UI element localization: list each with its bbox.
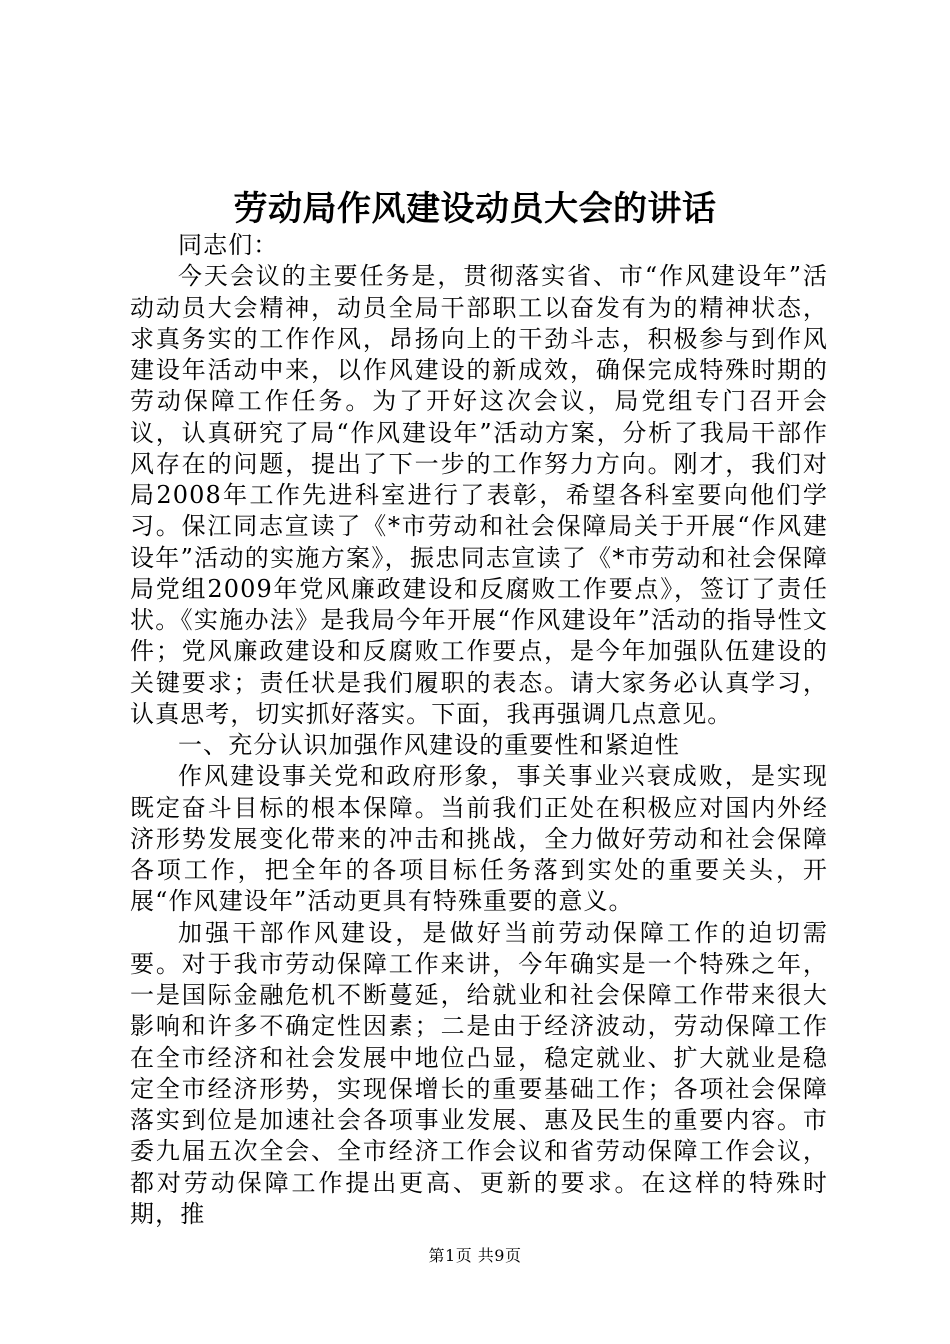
body-paragraph: 作风建设事关党和政府形象，事关事业兴衰成败，是实现既定奋斗目标的根本保障。当前我们正处在积极应对国内外经济形势发展变化带来的冲击和挑战，全力做好劳动和社会保障各项工作，把全年的各项目标任务落到实处的重要关头，开展“作风建设年”活动更具有特殊重要的意义。	[130, 762, 828, 916]
body-paragraph: 加强干部作风建设，是做好当前劳动保障工作的迫切需要。对于我市劳动保障工作来讲，今年确实是一个特殊之年，一是国际金融危机不断蔓延，给就业和社会保障工作带来很大影响和许多不确定性因素；二是由于经济波动，劳动保障工作在全市经济和社会发展中地位凸显，稳定就业、扩大就业是稳定全市经济形势，实现保增长的重要基础工作；各项社会保障落实到位是加速社会各项事业发展、惠及民生的重要内容。市委九届五次全会、全市经济工作会议和省劳动保障工作会议，都对劳动保障工作提出更高、更新的要求。在这样的特殊时期，推	[130, 918, 828, 1228]
salutation-paragraph: 同志们：	[178, 231, 279, 259]
page-number-footer: 第1页 共9页	[428, 1246, 522, 1265]
document-body	[130, 230, 828, 1230]
body-paragraph: 今天会议的主要任务是，贯彻落实省、市“作风建设年”活动动员大会精神，动员全局干部职工以奋发有为的精神状态，求真务实的工作作风，昂扬向上的干劲斗志，积极参与到作风建设年活动中来，以作风建设的新成效，确保完成特殊时期的劳动保障工作任务。为了开好这次会议，局党组专门召开会议，认真研究了局“作风建设年”活动方案，分析了我局干部作风存在的问题，提出了下一步的工作努力方向。刚才，我们对局2008年工作先进科室进行了表彰，希望各科室要向他们学习。保江同志宣读了《*市劳动和社会保障局关于开展“作风建设年”活动的实施方案》，振忠同志宣读了《*市劳动和社会保障局党组2009年党风廉政建设和反腐败工作要点》，签订了责任状。《实施办法》是我局今年开展“作风建设年”活动的指导性文件；党风廉政建设和反腐败工作要点，是今年加强队伍建设的关键要求；责任状是我们履职的表态。请大家务必认真学习，认真思考，切实抓好落实。下面，我再强调几点意见。	[130, 262, 828, 728]
section-heading: 一、充分认识加强作风建设的重要性和紧迫性	[178, 731, 680, 759]
document-title: 劳动局作风建设动员大会的讲话	[233, 189, 717, 229]
